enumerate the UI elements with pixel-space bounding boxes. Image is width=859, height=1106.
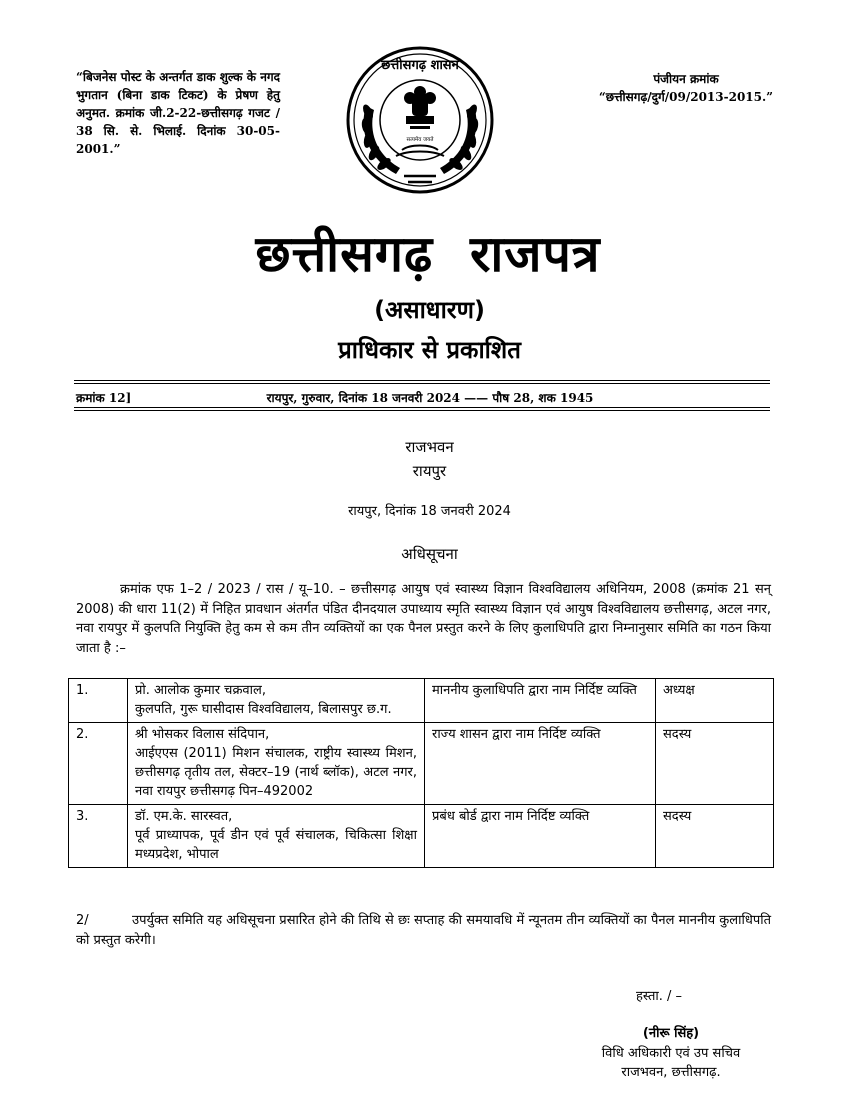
member-cell bbox=[128, 723, 425, 805]
registration-label: पंजीयन क्रमांक bbox=[653, 72, 719, 86]
signatory-name: (नीरू सिंह) bbox=[642, 1026, 700, 1041]
member-details: कुलपति, गुरू घासीदास विश्वविद्यालय, बिलासपुर छ.ग. bbox=[135, 702, 392, 717]
member-cell bbox=[128, 679, 425, 723]
member-nominated-by: माननीय कुलाधिपति द्वारा नाम निर्दिष्ट व्यक्ति bbox=[425, 679, 656, 723]
emblem-motto: सत्यमेव जयते bbox=[406, 137, 434, 143]
signatory-designation: विधि अधिकारी एवं उप सचिव bbox=[601, 1046, 741, 1061]
notice-paragraph-1: क्रमांक एफ 1–2 / 2023 / रास / यू–10. – छत्तीसगढ़ आयुष एवं स्वास्थ्य विज्ञान विश्वविद्यालय अधिनियम, 2008 (क्रमांक 21 सन् 2008) की धारा 11(2) में निहित प्रावधान अंतर्गत पंडित दीनदयाल उपाध्याय स्मृति स्वास्थ्य विज्ञान एवं आयुष विश्वविद्यालय छत्तीसगढ़, अटल नगर, नवा रायपुर में कुलपति नियुक्ति हेतु कम से कम तीन व्यक्तियों का एक पैनल प्रस्तुत करने के लिए कुलाधिपति द्वारा निम्नानुसार समिति का गठन किया जाता है :– bbox=[76, 582, 771, 656]
issuing-city: रायपुर bbox=[412, 462, 447, 480]
issue-date: रायपुर, गुरुवार, दिनांक 18 जनवरी 2024 —— पौष 28, शक 1945 bbox=[266, 391, 594, 405]
paragraph-number: 2/ bbox=[76, 913, 89, 928]
member-nominated-by: प्रबंध बोर्ड द्वारा नाम निर्दिष्ट व्यक्ति bbox=[425, 805, 656, 868]
signatory-office: राजभवन, छत्तीसगढ़. bbox=[621, 1065, 721, 1080]
table-row bbox=[69, 679, 774, 723]
member-details: पूर्व प्राध्यापक, पूर्व डीन एवं पूर्व संचालक, चिकित्सा शिक्षा मध्यप्रदेश, भोपाल bbox=[135, 828, 417, 862]
header-rule-top bbox=[74, 380, 770, 381]
header-rule-bottom-double bbox=[74, 410, 770, 411]
issue-number: क्रमांक 12] bbox=[76, 391, 132, 405]
table-row bbox=[69, 723, 774, 805]
notice-date: रायपुर, दिनांक 18 जनवरी 2024 bbox=[348, 504, 511, 519]
issuing-office: राजभवन bbox=[405, 438, 454, 456]
member-nominated-by: राज्य शासन द्वारा नाम निर्दिष्ट व्यक्ति bbox=[425, 723, 656, 805]
member-details: आईएएस (2011) मिशन संचालक, राष्ट्रीय स्वास्थ्य मिशन, छत्तीसगढ़ तृतीय तल, सेक्टर–19 (नार्थ ब्लॉक), अटल नगर, नवा रायपुर छत्तीसगढ़ पिन–492002 bbox=[135, 746, 417, 799]
registration-block bbox=[570, 70, 802, 106]
paragraph-text: उपर्युक्त समिति यह अधिसूचना प्रसारित होने की तिथि से छः सप्ताह की समयावधि में न्यूनतम तीन व्यक्तियों का पैनल माननीय कुलाधिपति को प्रस्तुत करेगी। bbox=[76, 913, 771, 948]
header-rule-top-double bbox=[74, 383, 770, 384]
member-role: अध्यक्ष bbox=[656, 679, 774, 723]
notice-paragraph-2 bbox=[76, 911, 771, 951]
member-role: सदस्य bbox=[656, 805, 774, 868]
signature-mark: हस्ता. / – bbox=[636, 989, 683, 1004]
extraordinary-label: (असाधारण) bbox=[374, 296, 485, 324]
published-by-authority: प्राधिकार से प्रकाशित bbox=[338, 336, 521, 364]
header-rule-bottom bbox=[74, 407, 770, 408]
member-number: 2. bbox=[69, 723, 128, 805]
gazette-title: छत्तीसगढ़ राजपत्र bbox=[255, 225, 601, 283]
emblem-top-text: छत्तीसगढ़ शासन bbox=[381, 58, 459, 73]
committee-table bbox=[68, 678, 774, 868]
member-cell bbox=[128, 805, 425, 868]
registration-number: “छत्तीसगढ़/दुर्ग/09/2013-2015.” bbox=[598, 90, 774, 104]
member-role: सदस्य bbox=[656, 723, 774, 805]
table-row bbox=[69, 805, 774, 868]
state-emblem-icon bbox=[344, 42, 496, 200]
member-name: श्री भोसकर विलास संदिपान, bbox=[135, 727, 270, 742]
member-number: 1. bbox=[69, 679, 128, 723]
member-number: 3. bbox=[69, 805, 128, 868]
member-name: डॉ. एम.के. सारस्वत, bbox=[135, 809, 233, 824]
member-name: प्रो. आलोक कुमार चक्रवाल, bbox=[135, 683, 266, 698]
notice-heading: अधिसूचना bbox=[401, 545, 458, 563]
postal-note: “बिजनेस पोस्ट के अन्तर्गत डाक शुल्क के नगद भुगतान (बिना डाक टिकट) के प्रेषण हेतु अनुमत. क्रमांक जी.2-22-छत्तीसगढ़ गजट / 38 सि. से. भिलाई. दिनांक 30-05-2001.” bbox=[76, 70, 280, 156]
